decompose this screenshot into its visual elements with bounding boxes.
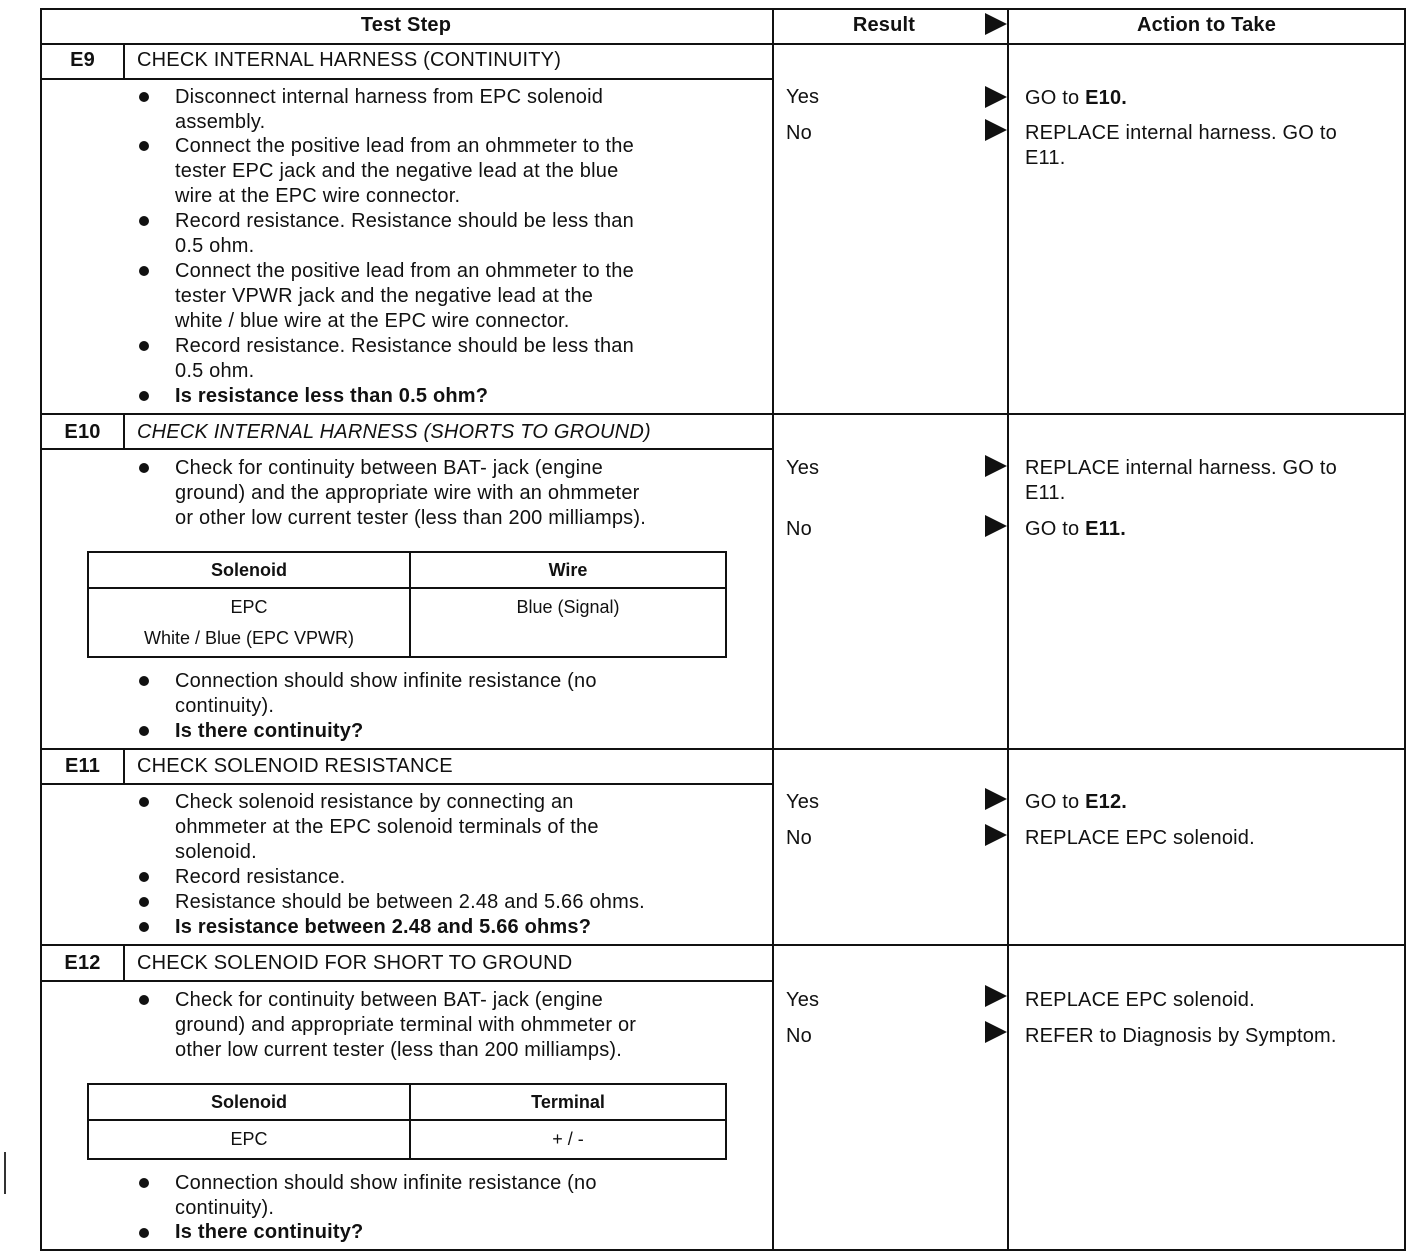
e12-no-action: REFER to Diagnosis by Symptom. — [1025, 1025, 1337, 1047]
e10-no: No — [786, 518, 812, 540]
bullet-dot — [139, 92, 149, 102]
e10-yes-action-l2: E11. — [1025, 482, 1066, 504]
e9-code: E9 — [70, 49, 95, 71]
result-arrow-icon — [985, 1021, 1007, 1043]
e11-b2: Record resistance. — [175, 866, 346, 888]
e10-yes: Yes — [786, 457, 820, 479]
e12-question: Is there continuity? — [175, 1221, 364, 1243]
header-test-step: Test Step — [360, 14, 452, 36]
scan-mark — [4, 1152, 6, 1194]
row-separator — [40, 413, 1406, 415]
e12-table-epc: EPC — [88, 1120, 410, 1159]
e10-table-header-solenoid: Solenoid — [88, 552, 410, 588]
e10-title-rule — [40, 448, 774, 450]
e12-title: CHECK SOLENOID FOR SHORT TO GROUND — [137, 952, 573, 974]
result-arrow-icon — [985, 86, 1007, 108]
result-arrow-icon — [985, 788, 1007, 810]
e12-solenoid-terminal-table — [87, 1083, 727, 1160]
e12-b2-l2: continuity). — [175, 1197, 275, 1219]
e10-no-action-ref: E11. — [1085, 518, 1126, 540]
e9-b2-l2: tester EPC jack and the negative lead at the blue — [175, 160, 619, 182]
e11-yes-action — [1025, 790, 1127, 815]
col-divider-action — [1007, 8, 1009, 1251]
result-arrow-icon — [985, 985, 1007, 1007]
e12-title-rule — [40, 980, 774, 982]
e12-yes: Yes — [786, 989, 820, 1011]
e10-b1-l3: or other low current tester (less than 200 milliamps). — [175, 507, 646, 529]
e9-b4-l3: white / blue wire at the EPC wire connector. — [175, 310, 570, 332]
e11-no: No — [786, 827, 812, 849]
frame-right — [1404, 8, 1406, 1251]
e10-no-action — [1025, 517, 1126, 542]
e11-b1-l2: ohmmeter at the EPC solenoid terminals of the — [175, 816, 599, 838]
e10-solenoid-wire-table — [87, 551, 727, 658]
header-arrow-icon — [985, 13, 1007, 35]
e9-b1-l1: Disconnect internal harness from EPC solenoid — [175, 86, 604, 108]
e10-table-header-wire: Wire — [410, 552, 726, 588]
bullet-dot — [139, 266, 149, 276]
e12-b2-l1: Connection should show infinite resistance (no — [175, 1172, 597, 1194]
e12-yes-action: REPLACE EPC solenoid. — [1025, 989, 1255, 1011]
frame-left — [40, 8, 42, 1251]
e9-b5-l2: 0.5 ohm. — [175, 360, 255, 382]
e9-b5-l1: Record resistance. Resistance should be less than — [175, 335, 634, 357]
bullet-dot — [139, 797, 149, 807]
row-separator — [40, 748, 1406, 750]
e12-code-divider — [123, 946, 125, 980]
bullet-dot — [139, 1178, 149, 1188]
e12-table-header-solenoid: Solenoid — [88, 1084, 410, 1120]
e10-title: CHECK INTERNAL HARNESS (SHORTS TO GROUND) — [137, 421, 651, 443]
bullet-dot — [139, 872, 149, 882]
e10-b1-l2: ground) and the appropriate wire with an ohmmeter — [175, 482, 640, 504]
e10-question: Is there continuity? — [175, 720, 364, 742]
e9-no-action-l1: REPLACE internal harness. GO to — [1025, 122, 1337, 144]
e9-b1-l2: assembly. — [175, 111, 266, 133]
e10-b2-l2: continuity). — [175, 695, 275, 717]
e9-question: Is resistance less than 0.5 ohm? — [175, 385, 489, 407]
bullet-dot — [139, 995, 149, 1005]
bullet-dot — [139, 463, 149, 473]
e9-b2-l1: Connect the positive lead from an ohmmeter to the — [175, 135, 634, 157]
e11-code: E11 — [64, 755, 101, 777]
e12-b1-l1: Check for continuity between BAT- jack (engine — [175, 989, 603, 1011]
header-result: Result — [852, 14, 916, 36]
result-arrow-icon — [985, 119, 1007, 141]
e10-b1-l1: Check for continuity between BAT- jack (engine — [175, 457, 603, 479]
e12-table-header-terminal: Terminal — [410, 1084, 726, 1120]
e9-b4-l1: Connect the positive lead from an ohmmeter to the — [175, 260, 634, 282]
bullet-dot — [139, 676, 149, 686]
e10-table-white-blue: White / Blue (EPC VPWR) — [143, 628, 355, 648]
e9-no-action-l2: E11. — [1025, 147, 1066, 169]
e9-no: No — [786, 122, 812, 144]
e10-table-epc: EPC — [230, 597, 268, 617]
e12-b1-l2: ground) and appropriate terminal with ohmmeter or — [175, 1014, 637, 1036]
frame-top — [40, 8, 1406, 10]
e11-no-action: REPLACE EPC solenoid. — [1025, 827, 1255, 849]
e9-yes-action-ref: E10. — [1085, 87, 1128, 109]
e11-b1-l1: Check solenoid resistance by connecting an — [175, 791, 574, 813]
e9-code-divider — [123, 45, 125, 78]
e9-yes: Yes — [786, 86, 820, 108]
e9-yes-action — [1025, 86, 1127, 111]
bullet-dot — [139, 216, 149, 226]
bullet-dot — [139, 141, 149, 151]
frame-bottom — [40, 1249, 1406, 1251]
e9-title: CHECK INTERNAL HARNESS (CONTINUITY) — [137, 49, 562, 71]
e11-question: Is resistance between 2.48 and 5.66 ohms? — [175, 916, 592, 938]
bullet-dot — [139, 897, 149, 907]
bullet-dot — [139, 922, 149, 932]
e11-yes-action-text: GO to — [1025, 791, 1086, 813]
e12-table-plus-minus: + / - — [410, 1120, 726, 1159]
bullet-dot — [139, 726, 149, 736]
e10-table-cell — [88, 588, 410, 657]
e11-yes: Yes — [786, 791, 820, 813]
e11-b3: Resistance should be between 2.48 and 5.66 ohms. — [175, 891, 645, 913]
header-action: Action to Take — [1136, 14, 1277, 36]
col-divider-result — [772, 8, 774, 1251]
header-bottom-rule — [40, 43, 1406, 45]
e12-code: E12 — [64, 952, 101, 974]
e9-b2-l3: wire at the EPC wire connector. — [175, 185, 461, 207]
e11-yes-action-ref: E12. — [1085, 791, 1128, 813]
result-arrow-icon — [985, 515, 1007, 537]
bullet-dot — [139, 391, 149, 401]
e10-table-blue-signal: Blue (Signal) — [410, 588, 726, 657]
result-arrow-icon — [985, 455, 1007, 477]
e9-b3-l2: 0.5 ohm. — [175, 235, 255, 257]
e9-yes-action-text: GO to — [1025, 87, 1086, 109]
e10-code: E10 — [64, 421, 101, 443]
row-separator — [40, 944, 1406, 946]
e11-title-rule — [40, 783, 774, 785]
e9-b3-l1: Record resistance. Resistance should be less than — [175, 210, 634, 232]
e11-title: CHECK SOLENOID RESISTANCE — [137, 755, 453, 777]
e10-b2-l1: Connection should show infinite resistance (no — [175, 670, 597, 692]
e11-b1-l3: solenoid. — [175, 841, 257, 863]
e10-no-action-text: GO to — [1025, 518, 1086, 540]
e12-b1-l3: other low current tester (less than 200 milliamps). — [175, 1039, 623, 1061]
e9-title-rule — [40, 78, 774, 80]
e10-code-divider — [123, 415, 125, 448]
e11-code-divider — [123, 750, 125, 783]
e10-yes-action-l1: REPLACE internal harness. GO to — [1025, 457, 1337, 479]
bullet-dot — [139, 341, 149, 351]
e9-b4-l2: tester VPWR jack and the negative lead at the — [175, 285, 594, 307]
bullet-dot — [139, 1228, 149, 1238]
e12-no: No — [786, 1025, 812, 1047]
result-arrow-icon — [985, 824, 1007, 846]
